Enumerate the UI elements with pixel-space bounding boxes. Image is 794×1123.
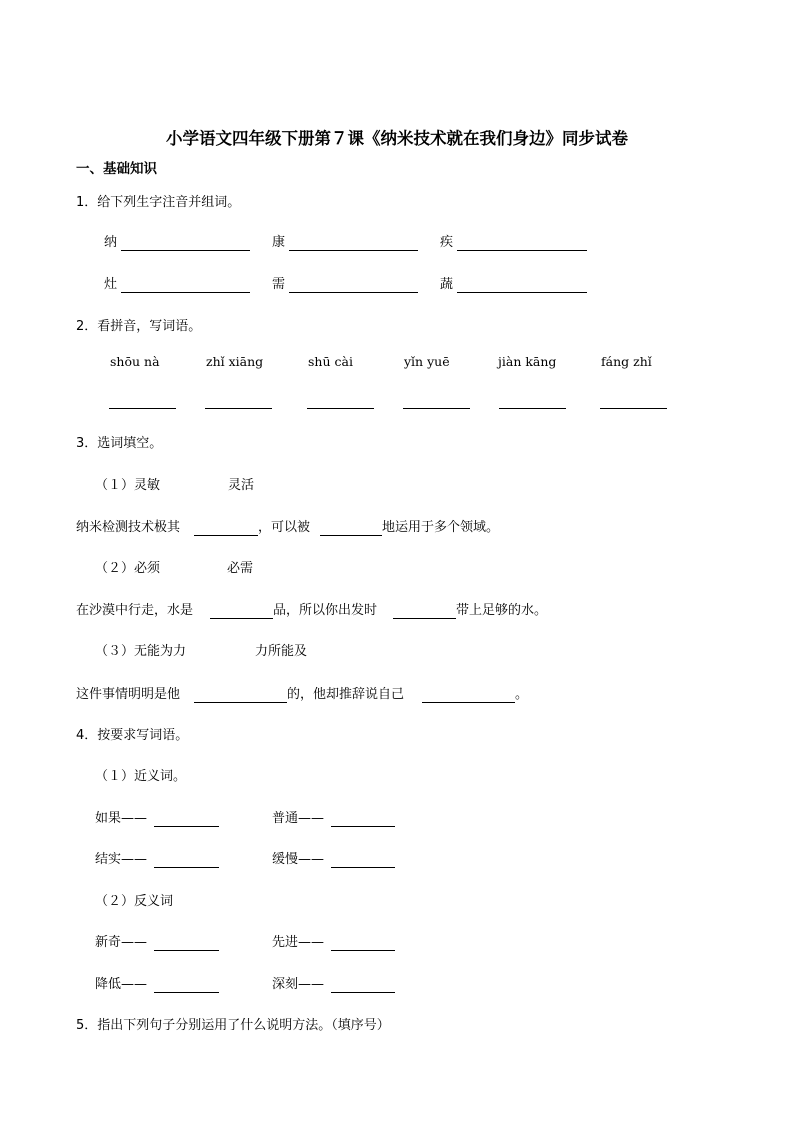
q2-answer-line[interactable]: [499, 408, 566, 409]
q3-sentence-text: ，可以被: [258, 520, 311, 535]
q4-word: 先进——: [272, 935, 325, 950]
q3-sentence-text: 带上足够的水。: [456, 603, 548, 618]
q4-prompt: 4．按要求写词语。: [76, 728, 189, 743]
q4-answer-line[interactable]: [154, 950, 219, 951]
q4-word: 结实——: [95, 852, 148, 867]
q4-answer-line[interactable]: [154, 826, 219, 827]
q2-answer-line[interactable]: [109, 408, 176, 409]
q1-answer-line[interactable]: [289, 292, 418, 293]
q2-pinyin: zhǐ xiāng: [206, 354, 264, 369]
q3-sentence-text: 品，所以你出发时: [273, 603, 378, 618]
q3-blank[interactable]: [210, 618, 273, 619]
q4-word: 缓慢——: [272, 852, 325, 867]
q2-pinyin: fáng zhǐ: [601, 354, 652, 369]
q2-pinyin: shū cài: [308, 354, 353, 369]
q3-blank[interactable]: [194, 702, 287, 703]
q3-sentence-text: 。: [515, 687, 529, 702]
q2-pinyin: yǐn yuē: [404, 354, 450, 369]
q3-prompt: 3．选词填空。: [76, 436, 163, 451]
q1-char: 蔬: [440, 277, 454, 292]
q2-answer-line[interactable]: [600, 408, 667, 409]
q1-answer-line[interactable]: [121, 250, 250, 251]
q4-word: 深刻——: [272, 977, 325, 992]
q3-blank[interactable]: [393, 618, 456, 619]
q3-group-2-word: 必需: [227, 561, 254, 576]
q3-group-1-label: （１）灵敏: [95, 478, 161, 493]
q4-answer-line[interactable]: [331, 992, 395, 993]
q4-synonym-heading: （１）近义词。: [95, 769, 187, 784]
q4-word: 如果——: [95, 811, 148, 826]
q1-answer-line[interactable]: [457, 250, 587, 251]
q4-word: 降低——: [95, 977, 148, 992]
q4-answer-line[interactable]: [154, 867, 219, 868]
q4-answer-line[interactable]: [331, 826, 395, 827]
q1-answer-line[interactable]: [289, 250, 418, 251]
page-title: 小学语文四年级下册第７课《纳米技术就在我们身边》同步试卷: [166, 129, 628, 148]
q3-blank[interactable]: [422, 702, 515, 703]
q4-answer-line[interactable]: [331, 950, 395, 951]
q1-char: 康: [272, 235, 286, 250]
q4-answer-line[interactable]: [154, 992, 219, 993]
q3-sentence-text: 纳米检测技术极其: [76, 520, 181, 535]
q3-sentence-text: 的，他却推辞说自己: [287, 687, 405, 702]
q3-sentence-text: 在沙漠中行走，水是: [76, 603, 194, 618]
q4-answer-line[interactable]: [331, 867, 395, 868]
q2-answer-line[interactable]: [403, 408, 470, 409]
section-heading-basic: 一、基础知识: [76, 161, 157, 177]
q3-group-2-label: （２）必须: [95, 561, 161, 576]
q4-word: 普通——: [272, 811, 325, 826]
q3-group-3-label: （３）无能为力: [95, 644, 187, 659]
q1-char: 疾: [440, 235, 454, 250]
q3-blank[interactable]: [194, 535, 258, 536]
q2-prompt: 2．看拼音，写词语。: [76, 319, 202, 334]
q1-char: 纳: [104, 235, 118, 250]
q1-answer-line[interactable]: [457, 292, 587, 293]
q1-prompt: 1．给下列生字注音并组词。: [76, 195, 241, 210]
q1-char: 灶: [104, 277, 118, 292]
q1-char: 需: [272, 277, 286, 292]
q3-group-3-word: 力所能及: [255, 644, 308, 659]
q5-prompt: 5．指出下列句子分别运用了什么说明方法。（填序号）: [76, 1018, 390, 1033]
q2-answer-line[interactable]: [205, 408, 272, 409]
q3-group-1-word: 灵活: [228, 478, 255, 493]
q2-answer-line[interactable]: [307, 408, 374, 409]
q2-pinyin: jiàn kāng: [498, 354, 557, 369]
q3-blank[interactable]: [320, 535, 382, 536]
q3-sentence-text: 这件事情明明是他: [76, 687, 181, 702]
q2-pinyin: shōu nà: [110, 354, 160, 369]
q1-answer-line[interactable]: [121, 292, 250, 293]
q3-sentence-text: 地运用于多个领域。: [382, 520, 500, 535]
q4-word: 新奇——: [95, 935, 148, 950]
q4-antonym-heading: （２）反义词: [95, 894, 174, 909]
